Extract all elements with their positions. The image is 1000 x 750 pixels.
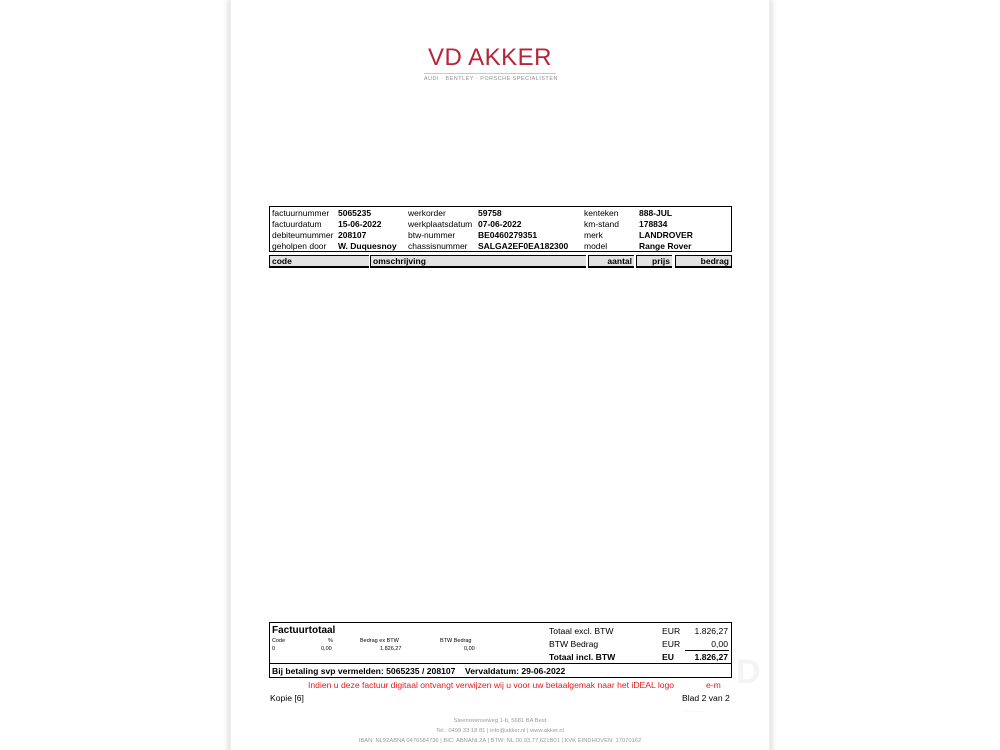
info-label: werkplaatsdatum: [408, 219, 473, 229]
vat-value-vat-amount: 0,00: [464, 646, 475, 652]
info-row: [270, 230, 731, 241]
info-label: werkorder: [408, 208, 446, 218]
watermark-fragment: D: [736, 653, 759, 691]
vat-total-label: BTW Bedrag: [549, 639, 599, 649]
vat-header-code: Code: [272, 638, 286, 644]
ideal-notice: [308, 680, 728, 690]
info-value: 07-06-2022: [478, 219, 522, 229]
totals-box: [269, 622, 732, 678]
info-value: LANDROVER: [639, 230, 693, 240]
info-value: W. Duquesnoy: [338, 241, 397, 251]
info-label: chassisnummer: [408, 241, 468, 251]
totals-divider: [270, 663, 731, 664]
info-value: 15-06-2022: [338, 219, 382, 229]
total-incl-label: Totaal incl. BTW: [549, 652, 616, 662]
column-header-bedrag: bedrag: [675, 255, 732, 268]
info-value: 59758: [478, 208, 502, 218]
info-value: 5065235: [338, 208, 372, 218]
info-label: kenteken: [584, 208, 619, 218]
info-label: km-stand: [584, 219, 619, 229]
footer-contact: Tel.: 0499 33 18 81 | info@akker.nl | www.akker.nl: [436, 728, 564, 734]
vat-value-percent: 0,00: [321, 646, 332, 652]
info-value: 178834: [639, 219, 668, 229]
info-value: Range Rover: [639, 241, 692, 251]
info-value: BE0460279351: [478, 230, 538, 240]
logo-tagline: AUDI · BENTLEY · PORSCHE SPECIALISTEN: [424, 76, 558, 82]
page-number: Blad 2 van 2: [682, 693, 730, 703]
info-row: [270, 208, 731, 219]
logo-wordmark: VD AKKER: [427, 44, 553, 71]
line-items-header: [269, 255, 732, 268]
column-header-code: code: [269, 255, 369, 268]
total-excl-amount: 1.826,27: [694, 626, 728, 636]
vat-value-amount-ex: 1.826,27: [380, 646, 402, 652]
total-excl-label: Totaal excl. BTW: [549, 626, 614, 636]
ideal-notice-text: Indien u deze factuur digitaal ontvangt verwijzen wij u voor uw betaalgemak naar het iDEAL logo: [308, 680, 675, 690]
info-label: model: [584, 241, 608, 251]
payment-reference: Bij betaling svp vermelden: 5065235 / 208107 Vervaldatum: 29-06-2022: [272, 666, 566, 676]
totals-title: Factuurtotaal: [272, 625, 336, 636]
copy-label: Kopie [6]: [270, 693, 304, 703]
column-header-prijs: prijs: [636, 255, 672, 268]
micro-print-code: · · · · · · · · · · · ·: [683, 709, 705, 713]
info-row: [270, 219, 731, 230]
vat-total-currency: EUR: [662, 639, 681, 649]
total-incl-amount: 1.826,27: [694, 652, 728, 662]
info-value: 208107: [338, 230, 367, 240]
footer-bank: IBAN: NL92ABNA 0476584736 | BIC: ABNANL2A | BTW: NL.00.93.77.621B01 | KVK EINDHOVEN: 17070162: [358, 738, 642, 744]
vat-total-amount: 0,00: [711, 639, 728, 649]
invoice-info-box: [269, 206, 732, 252]
vat-header-amount-ex: Bedrag ex BTW: [360, 638, 399, 644]
sum-rule: [685, 650, 729, 651]
column-header-omschrijving: omschrijving: [370, 255, 586, 268]
info-value: 888-JUL: [639, 208, 673, 218]
info-row: [270, 241, 731, 252]
column-header-aantal: aantal: [588, 255, 634, 268]
footer-address: Steenovenseweg 1-b, 5681 BA Best: [453, 718, 547, 724]
info-label: btw-nummer: [408, 230, 456, 240]
info-label: factuurdatum: [272, 219, 322, 229]
vat-value-code: 0: [272, 646, 276, 652]
company-logo: [424, 44, 556, 82]
info-label: debiteumummer: [272, 230, 334, 240]
info-value: SALGA2EF0EA182300: [478, 241, 569, 251]
total-incl-currency: EU: [662, 652, 674, 662]
info-label: factuurnummer: [272, 208, 330, 218]
notice-tail: e-m: [706, 680, 721, 690]
vat-header-vat-amount: BTW Bedrag: [440, 638, 472, 644]
total-excl-currency: EUR: [662, 626, 681, 636]
logo-rule: [424, 73, 556, 74]
info-label: geholpen door: [272, 241, 327, 251]
vat-header-percent: %: [328, 638, 333, 644]
info-label: merk: [584, 230, 603, 240]
